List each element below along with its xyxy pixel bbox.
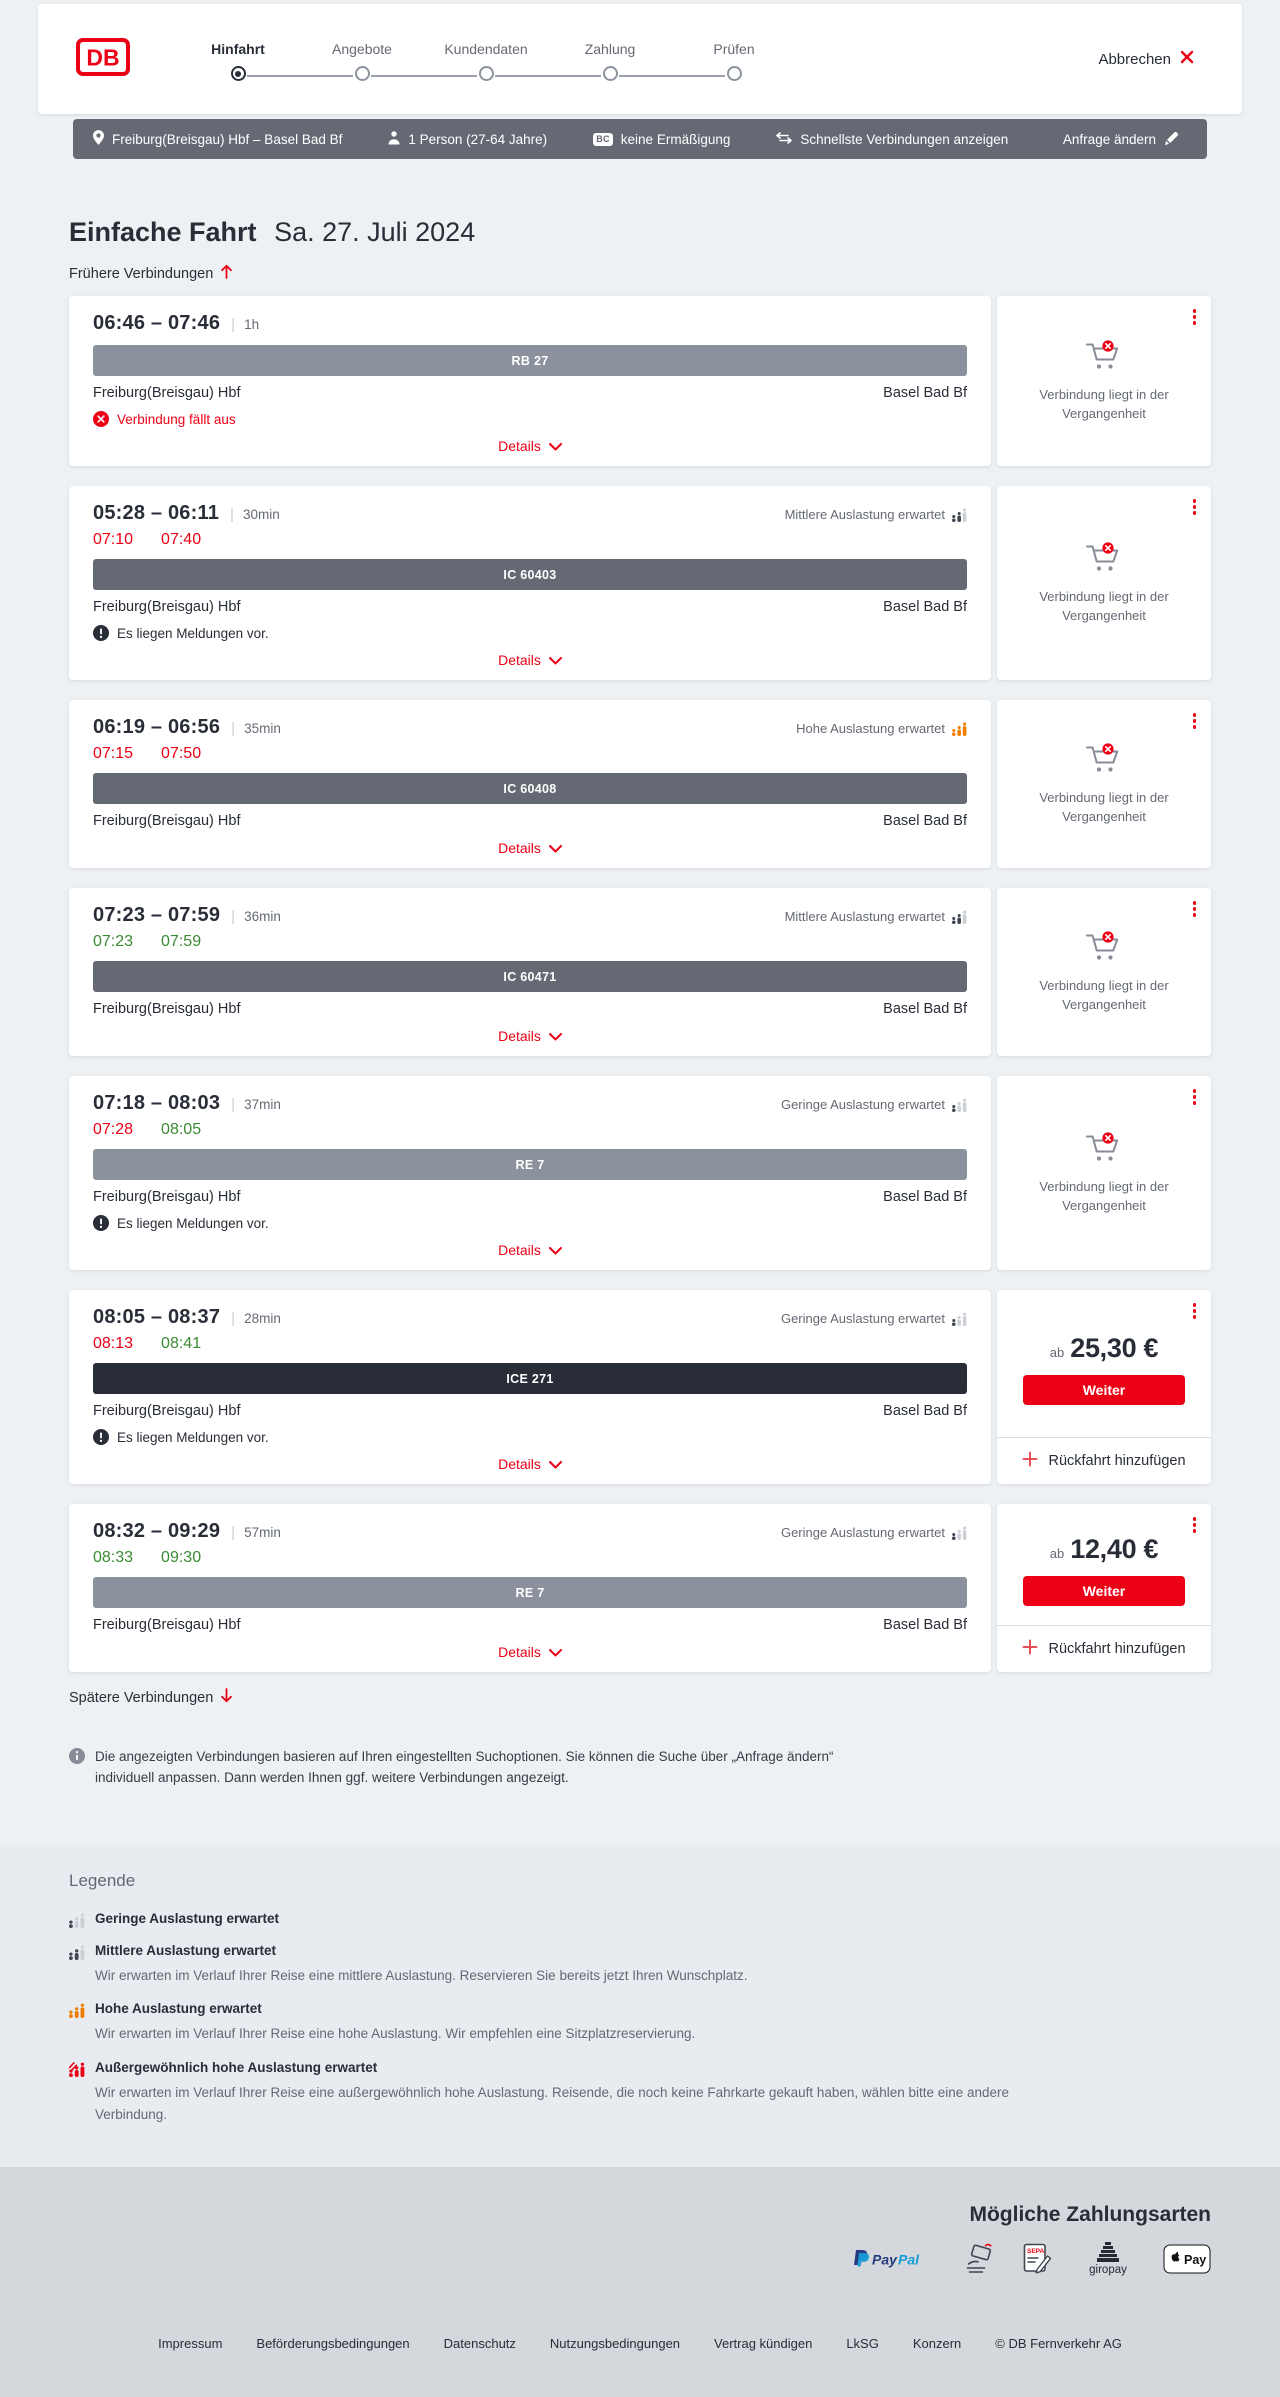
occupancy-icon — [69, 2001, 86, 2045]
past-notice: Verbindung liegt in der Vergangenheit — [1039, 789, 1169, 824]
connection-aside — [997, 296, 1211, 466]
footer-link[interactable]: LkSG — [846, 2336, 879, 2352]
train-label: RE 7 — [515, 1585, 545, 1600]
connection-row — [69, 1504, 1211, 1672]
occupancy-icon — [69, 1911, 86, 1928]
connections-list — [69, 296, 1211, 1672]
legend-item-description: Wir erwarten im Verlauf Ihrer Reise eine außergewöhnlich hohe Auslastung. Reisende, die noch keine Fahrkarte gekauft haben, wählen bitte eine andere Verbindung. — [95, 2085, 1010, 2122]
alert-icon — [93, 625, 109, 641]
legend-item-title: Hohe Auslastung erwartet — [95, 2001, 262, 2017]
realtime-arrival: 07:50 — [161, 745, 202, 762]
more-options-button[interactable] — [1189, 495, 1201, 519]
past-panel — [997, 700, 1211, 868]
svg-text:SEPA: SEPA — [1027, 2248, 1045, 2256]
cancel-label: Abbrechen — [1098, 50, 1171, 68]
copyright: © DB Fernverkehr AG — [995, 2336, 1122, 2352]
departure-station: Freiburg(Breisgau) Hbf — [93, 813, 241, 829]
cart-unavailable-icon — [1084, 339, 1124, 377]
details-label: Details — [498, 1456, 541, 1472]
later-connections-label: Spätere Verbindungen — [69, 1689, 214, 1706]
connection-duration: 30min — [242, 507, 280, 522]
connection-aside — [997, 486, 1211, 680]
connection-alert — [93, 411, 967, 427]
times-duration-divider: | — [230, 506, 234, 523]
continue-button[interactable]: Weiter — [1023, 1375, 1185, 1405]
details-toggle[interactable] — [492, 437, 568, 455]
summary-discount-label: keine Ermäßigung — [620, 131, 731, 147]
legend-item — [69, 2060, 1211, 2125]
paypal-icon — [849, 2247, 937, 2271]
occupancy-icon — [952, 508, 967, 522]
connection-card — [69, 700, 991, 868]
realtime-arrival: 07:40 — [161, 531, 202, 548]
occupancy-indicator — [785, 909, 967, 924]
alert-text: Es liegen Meldungen vor. — [117, 1429, 269, 1445]
step-hinfahrt[interactable] — [176, 41, 300, 81]
past-notice: Verbindung liegt in der Vergangenheit — [1039, 386, 1169, 421]
connection-duration: 37min — [244, 1097, 281, 1112]
occupancy-indicator — [785, 507, 967, 522]
times-duration-divider: | — [231, 720, 236, 737]
legend-item-title: Mittlere Auslastung erwartet — [95, 1942, 277, 1958]
alert-text: Verbindung fällt aus — [117, 411, 236, 427]
occupancy-icon — [69, 1943, 86, 1987]
apple-pay-icon — [1163, 2244, 1211, 2274]
alert-text: Es liegen Meldungen vor. — [117, 625, 269, 641]
plus-icon — [1022, 1639, 1038, 1659]
occupancy-label: Mittlere Auslastung erwartet — [784, 507, 945, 522]
train-line-bar — [93, 345, 967, 376]
details-label: Details — [498, 652, 541, 668]
arrow-down-icon — [220, 1688, 233, 1707]
realtime-departure: 07:10 — [93, 531, 134, 548]
train-label: IC 60471 — [503, 969, 557, 984]
train-label: RE 7 — [515, 1157, 545, 1172]
footer-link[interactable]: Vertrag kündigen — [714, 2336, 813, 2352]
connection-alert — [93, 625, 967, 641]
step-circle-icon — [479, 66, 494, 81]
connection-aside — [997, 700, 1211, 868]
details-label: Details — [498, 438, 541, 454]
add-return-label: Rückfahrt hinzufügen — [1048, 1453, 1186, 1469]
footer-link[interactable]: Konzern — [912, 2336, 962, 2352]
sepa-lastschrift-icon — [1023, 2243, 1053, 2274]
credit-card-icon — [964, 2243, 996, 2275]
departure-station: Freiburg(Breisgau) Hbf — [93, 1189, 241, 1205]
svg-text:giropay: giropay — [1089, 2264, 1127, 2277]
chevron-down-icon — [549, 652, 562, 668]
realtime-times — [93, 1549, 967, 1567]
step-label: Hinfahrt — [211, 41, 265, 57]
plus-icon — [1022, 1451, 1038, 1471]
more-options-button[interactable] — [1189, 1513, 1201, 1537]
price-line — [1050, 1333, 1158, 1364]
connection-row — [69, 700, 1211, 868]
connection-card — [69, 486, 991, 680]
location-pin-icon — [93, 130, 104, 148]
footer-section — [0, 2167, 1280, 2397]
occupancy-label: Geringe Auslastung erwartet — [780, 1311, 945, 1326]
connection-row — [69, 888, 1211, 1056]
summary-fastest-label: Schnellste Verbindungen anzeigen — [800, 131, 1009, 147]
cart-unavailable-icon — [1084, 742, 1124, 780]
more-options-button[interactable] — [1189, 305, 1201, 329]
connection-card — [69, 1504, 991, 1672]
departure-station: Freiburg(Breisgau) Hbf — [93, 385, 241, 401]
realtime-arrival: 07:59 — [161, 933, 202, 950]
connection-duration: 28min — [244, 1311, 281, 1326]
realtime-departure: 07:28 — [93, 1121, 134, 1138]
connection-duration: 36min — [244, 909, 281, 924]
realtime-times — [93, 745, 967, 763]
trip-type-label: Einfache Fahrt — [69, 217, 257, 247]
connection-aside — [997, 1076, 1211, 1270]
connection-duration: 57min — [244, 1525, 281, 1540]
occupancy-indicator — [796, 721, 967, 736]
summary-route-label: Freiburg(Breisgau) Hbf – Basel Bad Bf — [112, 131, 343, 147]
chevron-down-icon — [549, 1028, 562, 1044]
details-label: Details — [498, 1028, 541, 1044]
arrival-station: Basel Bad Bf — [883, 1001, 967, 1017]
realtime-departure: 08:13 — [93, 1335, 134, 1352]
footer-link[interactable]: Datenschutz — [443, 2336, 516, 2352]
details-label: Details — [498, 840, 541, 856]
legend-section — [0, 1845, 1280, 2167]
db-logo-icon — [76, 38, 130, 81]
chevron-down-icon — [549, 438, 562, 454]
connection-row — [69, 486, 1211, 680]
close-icon — [1180, 50, 1194, 68]
train-line-bar — [93, 559, 967, 590]
occupancy-icon — [952, 1312, 967, 1326]
details-label: Details — [498, 1644, 541, 1660]
more-options-button[interactable] — [1189, 1085, 1201, 1109]
legend-item — [69, 1943, 1211, 1987]
occupancy-indicator — [781, 1525, 967, 1540]
legend-items — [69, 1911, 1211, 2125]
past-notice: Verbindung liegt in der Vergangenheit — [1039, 977, 1169, 1012]
realtime-arrival: 08:41 — [161, 1335, 202, 1352]
connection-row — [69, 296, 1211, 466]
occupancy-indicator — [781, 1097, 967, 1112]
payments-block — [69, 2203, 1211, 2276]
connection-times: 08:32 – 09:29 — [93, 1520, 221, 1542]
times-duration-divider: | — [231, 1310, 236, 1327]
train-label: IC 60403 — [503, 567, 557, 582]
past-notice: Verbindung liegt in der Vergangenheit — [1039, 588, 1169, 623]
payments-heading: Mögliche Zahlungsarten — [969, 2203, 1211, 2227]
details-toggle[interactable] — [492, 1455, 568, 1473]
details-toggle[interactable] — [492, 1241, 568, 1259]
realtime-times — [93, 1121, 967, 1139]
more-options-button[interactable] — [1189, 897, 1201, 921]
arrival-station: Basel Bad Bf — [883, 1617, 967, 1633]
times-duration-divider: | — [231, 316, 236, 333]
past-panel — [997, 1076, 1211, 1270]
price-value: 25,30 € — [1070, 1332, 1159, 1363]
train-line-bar — [93, 1577, 967, 1608]
occupancy-label: Geringe Auslastung erwartet — [780, 1097, 945, 1112]
svg-text:Pay: Pay — [872, 2251, 897, 2268]
connection-card — [69, 1076, 991, 1270]
summary-discount — [593, 132, 730, 147]
step-label: Prüfen — [713, 41, 755, 57]
alert-icon — [93, 411, 109, 427]
swap-arrows-icon — [776, 132, 792, 147]
search-options-note — [69, 1747, 1211, 1789]
step-circle-icon — [603, 66, 618, 81]
connection-times: 07:18 – 08:03 — [93, 1092, 221, 1114]
chevron-down-icon — [549, 1644, 562, 1660]
times-duration-divider: | — [231, 908, 236, 925]
realtime-arrival: 08:05 — [161, 1121, 202, 1138]
connection-aside — [997, 1290, 1211, 1484]
add-return-button[interactable] — [997, 1625, 1211, 1672]
departure-station: Freiburg(Breisgau) Hbf — [93, 1403, 241, 1419]
footer-link[interactable]: Impressum — [158, 2336, 223, 2352]
svg-text:Pal: Pal — [898, 2251, 920, 2268]
legend-item-title: Außergewöhnlich hohe Auslastung erwartet — [95, 2060, 378, 2076]
realtime-departure: 08:33 — [93, 1549, 134, 1566]
connection-times: 08:05 – 08:37 — [93, 1306, 221, 1328]
legend-item — [69, 1911, 1211, 1928]
realtime-arrival: 09:30 — [161, 1549, 202, 1566]
legend-item-description: Wir erwarten im Verlauf Ihrer Reise eine mittlere Auslastung. Reservieren Sie bereits jetzt Ihren Wunschplatz. — [95, 1967, 748, 1983]
summary-route — [93, 130, 342, 148]
cart-unavailable-icon — [1084, 1131, 1124, 1169]
connection-duration: 35min — [244, 721, 281, 736]
times-duration-divider: | — [231, 1524, 236, 1541]
details-toggle[interactable] — [492, 651, 568, 669]
details-toggle[interactable] — [492, 839, 568, 857]
footer-link[interactable]: Beförderungsbedingungen — [256, 2336, 410, 2352]
train-label: ICE 271 — [506, 1371, 554, 1386]
step-label: Angebote — [332, 41, 392, 57]
search-summary-bar — [73, 119, 1207, 159]
occupancy-icon — [952, 1098, 967, 1112]
details-toggle[interactable] — [492, 1643, 568, 1661]
train-label: RB 27 — [511, 353, 549, 368]
departure-station: Freiburg(Breisgau) Hbf — [93, 1001, 241, 1017]
realtime-times — [93, 531, 967, 549]
legend-item-title: Geringe Auslastung erwartet — [95, 1910, 280, 1926]
past-panel — [997, 296, 1211, 466]
legend-item-description: Wir erwarten im Verlauf Ihrer Reise eine hohe Auslastung. Wir empfehlen eine Sitzplatzreservierung. — [95, 2026, 696, 2042]
connection-times: 07:23 – 07:59 — [93, 904, 221, 926]
add-return-label: Rückfahrt hinzufügen — [1048, 1641, 1186, 1657]
times-duration-divider: | — [231, 1096, 236, 1113]
arrival-station: Basel Bad Bf — [883, 813, 967, 829]
giropay-icon — [1080, 2241, 1136, 2276]
header — [38, 4, 1242, 114]
price-prefix: ab — [1049, 1344, 1065, 1360]
train-line-bar — [93, 961, 967, 992]
more-options-button[interactable] — [1189, 1299, 1201, 1323]
cancel-button[interactable] — [1092, 49, 1200, 69]
realtime-departure: 07:23 — [93, 933, 134, 950]
cart-unavailable-icon — [1084, 930, 1124, 968]
connection-card — [69, 1290, 991, 1484]
details-toggle[interactable] — [492, 1027, 568, 1045]
summary-fastest — [776, 132, 1008, 147]
occupancy-icon — [952, 722, 967, 736]
price-value: 12,40 € — [1070, 1533, 1159, 1564]
arrival-station: Basel Bad Bf — [883, 385, 967, 401]
occupancy-icon — [952, 910, 967, 924]
price-line — [1050, 1534, 1158, 1565]
connection-aside — [997, 888, 1211, 1056]
connection-card — [69, 296, 991, 466]
past-panel — [997, 486, 1211, 680]
past-panel — [997, 888, 1211, 1056]
price-panel — [997, 1290, 1211, 1484]
cart-unavailable-icon — [1084, 541, 1124, 579]
connection-row — [69, 1076, 1211, 1270]
alert-text: Es liegen Meldungen vor. — [117, 1215, 269, 1231]
connection-times: 06:46 – 07:46 — [93, 312, 221, 334]
details-label: Details — [498, 1242, 541, 1258]
payment-icons — [69, 2241, 1211, 2276]
occupancy-label: Hohe Auslastung erwartet — [796, 721, 945, 736]
arrival-station: Basel Bad Bf — [883, 1189, 967, 1205]
more-options-button[interactable] — [1189, 709, 1201, 733]
legend-heading: Legende — [69, 1870, 136, 1890]
price-panel — [997, 1504, 1211, 1672]
departure-station: Freiburg(Breisgau) Hbf — [93, 599, 241, 615]
alert-icon — [93, 1429, 109, 1445]
change-request-label: Anfrage ändern — [1062, 131, 1156, 147]
legend-item — [69, 2001, 1211, 2045]
occupancy-icon — [69, 2060, 86, 2125]
change-request-button[interactable] — [1057, 130, 1185, 149]
occupancy-icon — [952, 1526, 967, 1540]
footer-link[interactable]: Nutzungsbedingungen — [549, 2336, 681, 2352]
arrival-station: Basel Bad Bf — [883, 1403, 967, 1419]
alert-icon — [93, 1215, 109, 1231]
pencil-icon — [1165, 131, 1179, 148]
booking-stepper — [176, 37, 796, 81]
connection-times: 05:28 – 06:11 — [93, 502, 220, 524]
trip-date-label: Sa. 27. Juli 2024 — [274, 217, 476, 247]
occupancy-label: Geringe Auslastung erwartet — [780, 1525, 945, 1540]
occupancy-indicator — [781, 1311, 967, 1326]
step-circle-icon — [355, 66, 370, 81]
realtime-times — [93, 1335, 967, 1353]
step-label: Kundendaten — [444, 41, 528, 57]
continue-button[interactable]: Weiter — [1023, 1576, 1185, 1606]
connection-alert — [93, 1215, 967, 1231]
occupancy-label: Mittlere Auslastung erwartet — [784, 909, 945, 924]
connection-aside — [997, 1504, 1211, 1672]
search-options-note-text: Die angezeigten Verbindungen basieren auf Ihren eingestellten Suchoptionen. Sie können die Suche über „Anfrage ändern“ individuell anpassen. Dann werden Ihnen ggf. weitere Verbindungen angezeigt. — [95, 1749, 834, 1785]
bahncard-icon: BC — [593, 133, 613, 146]
later-connections-link[interactable] — [69, 1688, 233, 1707]
svg-text:DB: DB — [86, 44, 120, 70]
connection-times: 06:19 – 06:56 — [93, 716, 221, 738]
step-circle-icon — [231, 66, 246, 81]
past-notice: Verbindung liegt in der Vergangenheit — [1039, 1178, 1169, 1213]
departure-station: Freiburg(Breisgau) Hbf — [93, 1617, 241, 1633]
train-line-bar — [93, 773, 967, 804]
chevron-down-icon — [549, 840, 562, 856]
svg-text:Pay: Pay — [1184, 2252, 1207, 2267]
summary-passenger-label: 1 Person (27-64 Jahre) — [408, 131, 548, 147]
connection-alert — [93, 1429, 967, 1445]
earlier-connections-label: Frühere Verbindungen — [69, 265, 214, 282]
page-title — [69, 217, 1211, 248]
chevron-down-icon — [549, 1242, 562, 1258]
results-content — [69, 159, 1211, 1789]
price-prefix: ab — [1049, 1545, 1065, 1561]
realtime-times — [93, 933, 967, 951]
arrow-up-icon — [220, 264, 233, 283]
info-icon — [69, 1747, 85, 1789]
connection-row — [69, 1290, 1211, 1484]
arrival-station: Basel Bad Bf — [883, 599, 967, 615]
connection-card — [69, 888, 991, 1056]
step-circle-icon — [727, 66, 742, 81]
realtime-departure: 07:15 — [93, 745, 134, 762]
summary-passenger — [388, 131, 547, 148]
train-label: IC 60408 — [503, 781, 557, 796]
add-return-button[interactable] — [997, 1437, 1211, 1484]
train-line-bar — [93, 1149, 967, 1180]
earlier-connections-link[interactable] — [69, 264, 233, 283]
chevron-down-icon — [549, 1456, 562, 1472]
person-icon — [388, 131, 400, 148]
train-line-bar — [93, 1363, 967, 1394]
step-label: Zahlung — [584, 41, 636, 57]
footer-links — [0, 2336, 1280, 2393]
connection-duration: 1h — [244, 317, 260, 332]
